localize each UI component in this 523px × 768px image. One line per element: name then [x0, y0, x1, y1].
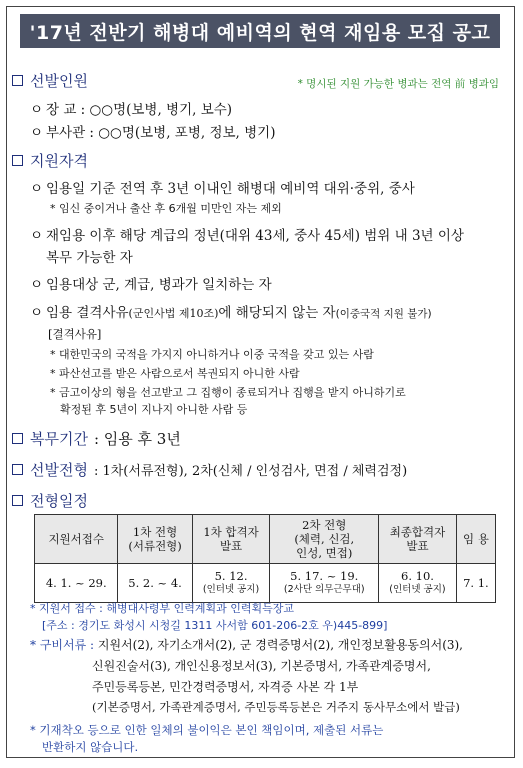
qual-2: ㅇ 재임용 이후 해당 계급의 정년(대위 43세, 중사 45세) 범위 내 3년 이상 — [30, 224, 464, 244]
section-qualifications — [12, 150, 88, 171]
officer-line: ㅇ 장 교 : ○○명(보병, 병기, 보수) — [30, 98, 232, 118]
circle-bullet-icon: ㅇ — [30, 305, 44, 321]
square-bullet-icon — [12, 75, 23, 86]
section-schedule — [12, 490, 88, 511]
warning-line-2: 반환하지 않습니다. — [42, 740, 139, 754]
header-cell: 1차 합격자 발표 — [192, 515, 270, 564]
date-cell: 5. 17. ~ 19. (2사단 의무근무대) — [270, 564, 379, 603]
date-cell: 4. 1. ~ 29. — [35, 564, 118, 603]
date-cell: 6. 10. (인터넷 공지) — [379, 564, 457, 603]
qual-1-note: * 임신 중이거나 출산 후 6개월 미만인 자는 제외 — [50, 202, 282, 215]
qual-2-cont: 복무 가능한 자 — [46, 250, 133, 266]
square-bullet-icon — [12, 155, 23, 166]
schedule-table — [34, 514, 496, 603]
circle-bullet-icon: ㅇ — [30, 125, 44, 141]
schedule-header-row — [35, 515, 496, 564]
section-heading: 복무기간 — [30, 430, 88, 448]
circle-bullet-icon: ㅇ — [30, 102, 44, 118]
header-cell: 최종합격자 발표 — [379, 515, 457, 564]
application-contact: * 지원서 접수 : 해병대사령부 인력계획과 인력획득장교 — [30, 602, 294, 615]
section-heading: 선발전형 — [30, 461, 88, 479]
nco-line: ㅇ 부사관 : ○○명(보병, 포병, 정보, 병기) — [30, 121, 275, 141]
section-heading: 전형일정 — [30, 492, 88, 510]
selection-process-text: : 1차(서류전형), 2차(신체 / 인성검사, 면접 / 체력검정) — [93, 464, 408, 479]
branch-note: * 명시된 지원 가능한 병과는 전역 前 병과임 — [297, 78, 499, 90]
square-bullet-icon — [12, 495, 23, 506]
section-service-period — [12, 428, 181, 449]
documents-label: * 구비서류 : — [30, 638, 95, 652]
section-selection-process — [12, 459, 407, 480]
circle-bullet-icon: ㅇ — [30, 181, 44, 197]
square-bullet-icon — [12, 433, 23, 444]
disqual-2: * 파산선고를 받은 사람으로서 복권되지 아니한 사람 — [50, 367, 300, 380]
qual-4: ㅇ 임용 결격사유(군인사법 제10조)에 해당되지 않는 자(이중국적 지원 불가) — [30, 301, 432, 321]
square-bullet-icon — [12, 464, 23, 475]
qual-3: ㅇ 임용대상 군, 계급, 병과가 일치하는 자 — [30, 273, 272, 293]
service-period-text: : 임용 후 3년 — [93, 430, 181, 448]
header-cell: 1차 전형 (서류전형) — [118, 515, 192, 564]
section-selection-count — [12, 70, 88, 91]
documents-line-2: 신원진술서(3), 개인신용정보서(3), 기본증명서, 가족관계증명서, — [92, 659, 431, 673]
header-cell: 2차 전형 (체력, 신검, 인성, 면접) — [270, 515, 379, 564]
header-cell: 지원서접수 — [35, 515, 118, 564]
schedule-date-row — [35, 564, 496, 603]
application-address: [주소 : 경기도 화성시 시청길 1311 사서함 601-206-2호 우)445-899] — [42, 619, 388, 632]
notice-title: '17년 전반기 해병대 예비역의 현역 재임용 모집 공고 — [20, 14, 500, 48]
disqual-3-cont: 확정된 후 5년이 지나지 아니한 사람 등 — [60, 403, 248, 416]
section-heading: 선발인원 — [30, 72, 88, 90]
circle-bullet-icon: ㅇ — [30, 277, 44, 293]
disqual-heading: [결격사유] — [48, 327, 102, 341]
date-cell: 7. 1. — [456, 564, 495, 603]
documents-line-3: 주민등록등본, 민간경력증명서, 자격증 사본 각 1부 — [92, 680, 359, 694]
documents-line-1: * 구비서류 : 지원서(2), 자기소개서(2), 군 경력증명서(2), 개인정보활용동의서(3), — [30, 638, 464, 652]
circle-bullet-icon: ㅇ — [30, 228, 44, 244]
disqual-3: * 금고이상의 형을 선고받고 그 집행이 종료되거나 집행을 받지 아니하기로 — [50, 386, 406, 399]
disqual-1: * 대한민국의 국적을 가지지 아니하거나 이중 국적을 갖고 있는 사람 — [50, 348, 374, 361]
section-heading: 지원자격 — [30, 152, 88, 170]
documents-line-4: (기본증명서, 가족관계증명서, 주민등록등본은 거주지 동사무소에서 발급) — [92, 700, 460, 714]
qual-1: ㅇ 임용일 기준 전역 후 3년 이내인 해병대 예비역 대위·중위, 중사 — [30, 177, 415, 197]
header-cell: 임 용 — [456, 515, 495, 564]
date-cell: 5. 2. ~ 4. — [118, 564, 192, 603]
warning-line-1: * 기재착오 등으로 인한 일체의 불이익은 본인 책임이며, 제출된 서류는 — [30, 723, 384, 737]
date-cell: 5. 12. (인터넷 공지) — [192, 564, 270, 603]
